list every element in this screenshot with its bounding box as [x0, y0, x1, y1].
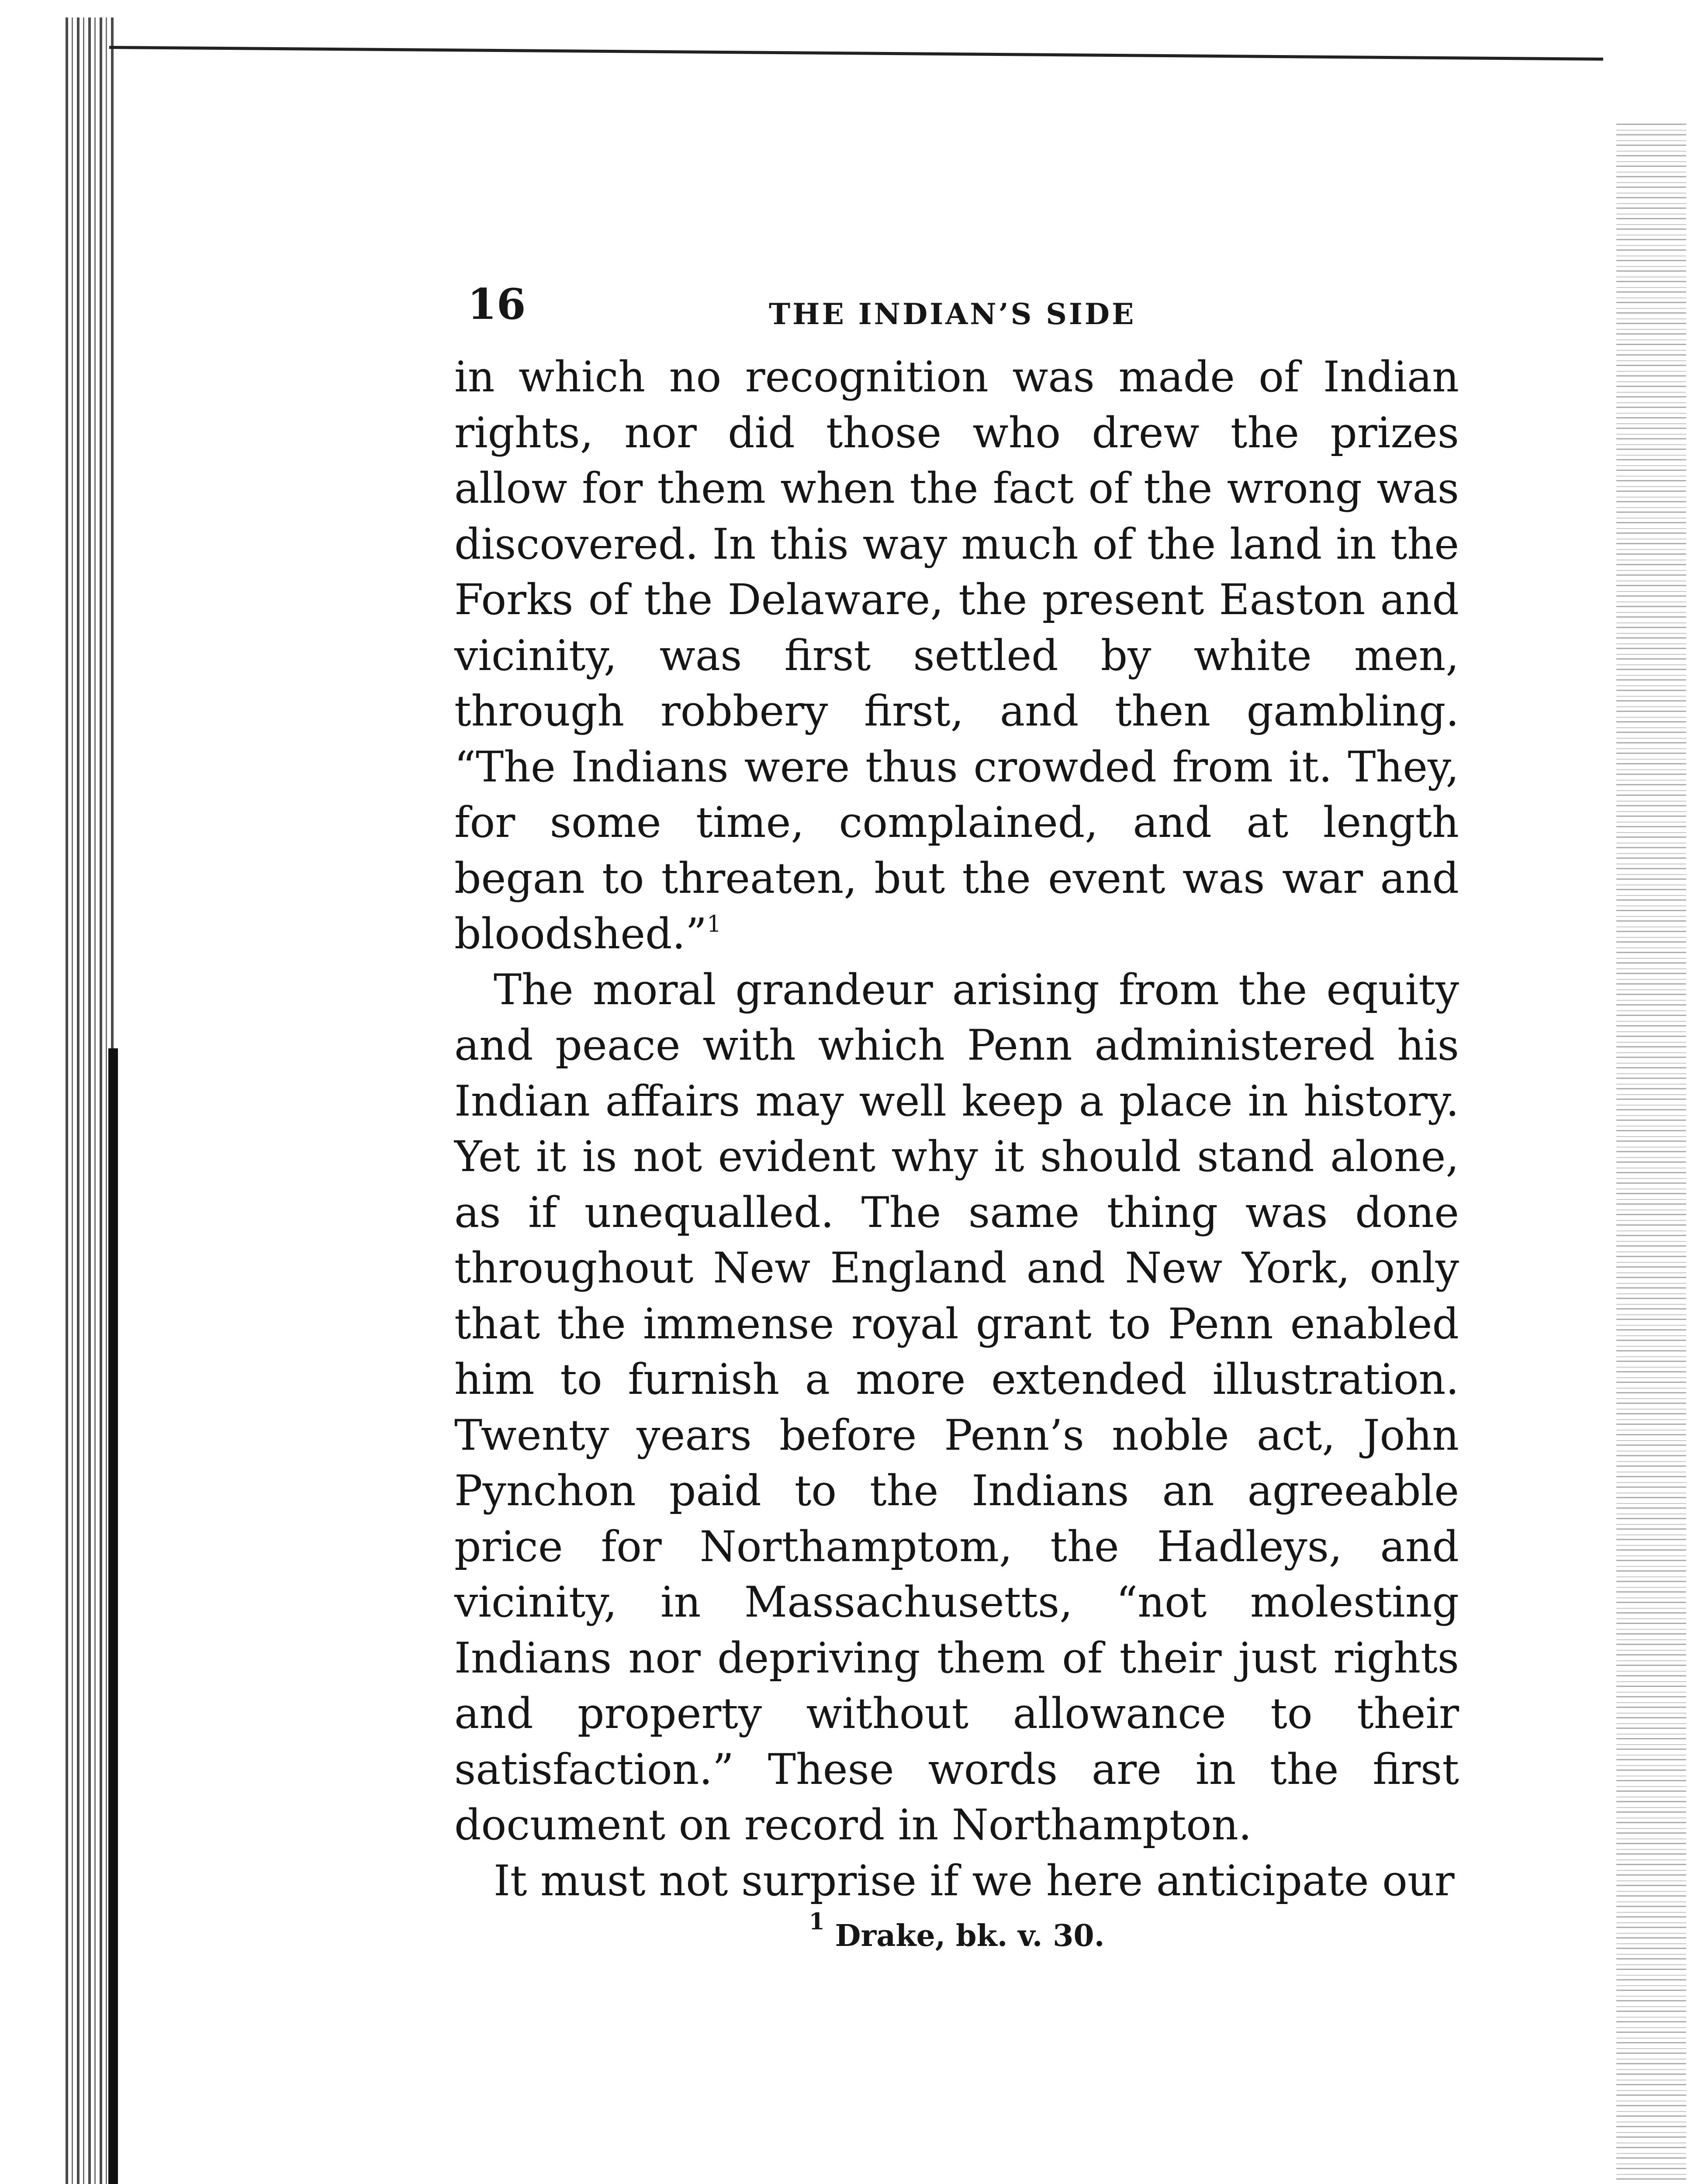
scan-binding-edge [66, 17, 114, 2184]
paragraph-text: The moral grandeur arising from the equity and peace with which Penn administered his Indian affairs may well keep a place in history. Yet it is not evident why it should stand alone, as if unequalled. The same thing was done throughout New England and New York, only that the immense royal grant to Penn enabled him to furnish a more extended illustration. Twenty years before Penn’s noble act, John Pynchon paid to the Indians an agreeable price for Northamptom, the Hadleys, and vicinity, in Massachusetts, “not molesting Indians nor depriving them of their just rights and property without allowance to their satisfaction.” These words are in the first document on record in Northampton. [454, 965, 1459, 1849]
body-text [454, 349, 1459, 1909]
footnote [454, 1908, 1459, 1953]
running-head-title: THE INDIAN’S SIDE [769, 297, 1136, 331]
scan-right-edge [1616, 122, 1686, 2184]
paragraph-closing [454, 1853, 1459, 1909]
scan-top-rule [109, 46, 1603, 61]
paragraph-continued [454, 349, 1459, 962]
running-head [454, 280, 1459, 336]
paragraph-penn [454, 962, 1459, 1853]
footnote-text: Drake, bk. v. 30. [835, 1918, 1105, 1953]
book-page [454, 280, 1459, 1953]
paragraph-text: in which no recognition was made of Indian rights, nor did those who drew the prizes allow for them when the fact of the wrong was discovered. In this way much of the land in the Forks of the Delaware, the present Easton and vicinity, was first settled by white men, through robbery first, and then gambling. “The Indians were thus crowded from it. They, for some time, complained, and at length began to threaten, but the event was war and bloodshed.” [454, 352, 1459, 958]
scan-binding-shadow [108, 1048, 118, 2184]
page-number: 16 [467, 280, 526, 329]
paragraph-text: It must not surprise if we here anticipate our [494, 1856, 1455, 1905]
footnote-reference: 1 [707, 911, 722, 937]
footnote-mark: 1 [809, 1908, 825, 1935]
